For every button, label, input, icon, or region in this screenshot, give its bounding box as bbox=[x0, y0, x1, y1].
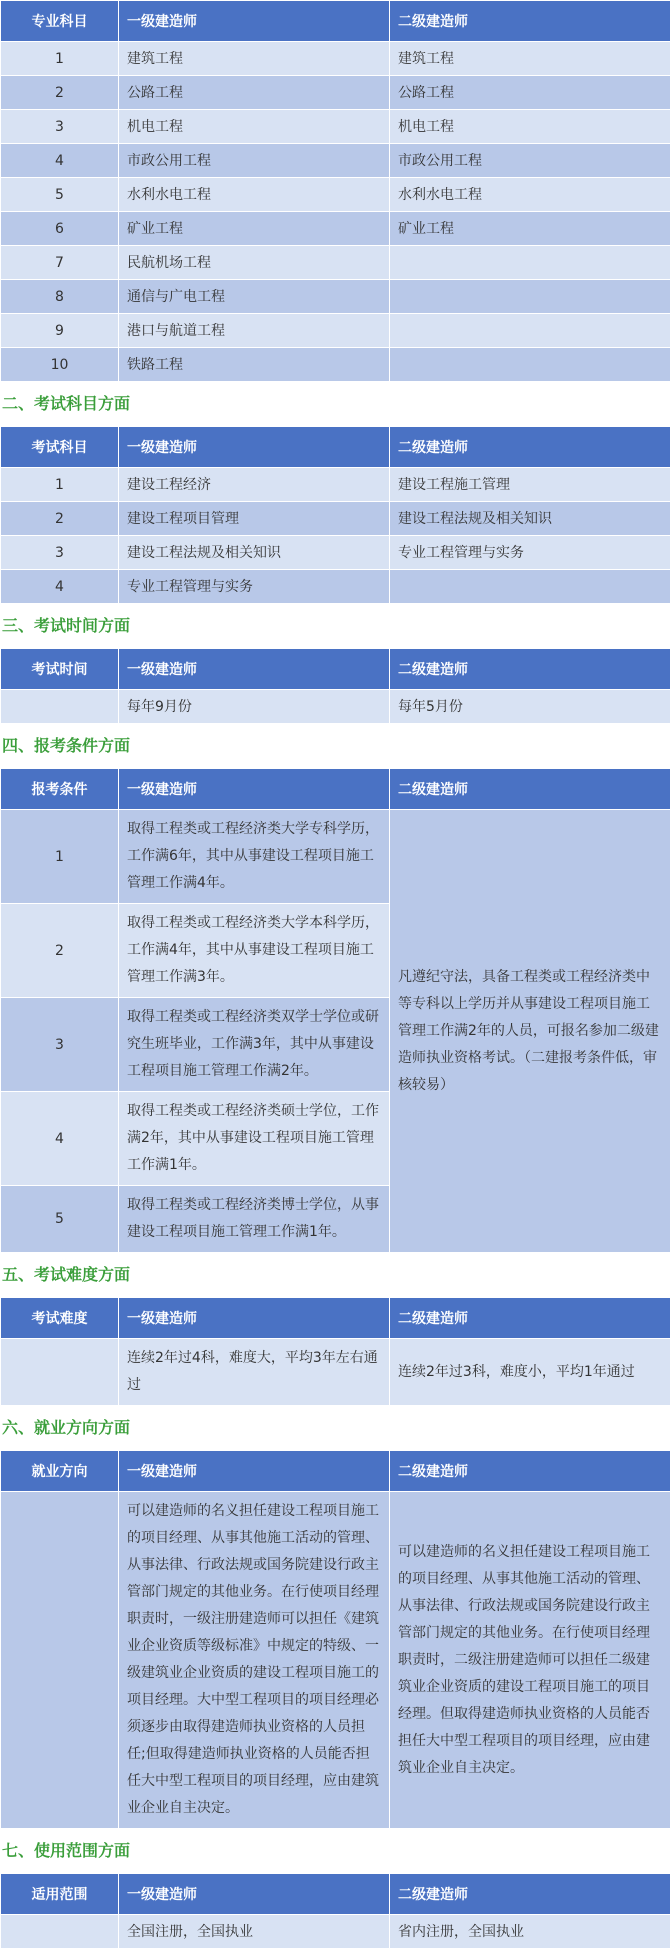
table-cell bbox=[390, 280, 671, 314]
section-heading: 三、考试时间方面 bbox=[2, 616, 131, 635]
row-number: 2 bbox=[1, 904, 119, 998]
section-heading: 二、考试科目方面 bbox=[2, 394, 131, 413]
header-cell: 一级建造师 bbox=[119, 1, 390, 42]
row-number: 4 bbox=[1, 570, 119, 604]
row-number: 2 bbox=[1, 502, 119, 536]
row-number bbox=[1, 1339, 119, 1406]
section-heading: 七、使用范围方面 bbox=[2, 1841, 131, 1860]
table-cell: 连续2年过3科，难度小，平均1年通过 bbox=[390, 1339, 671, 1406]
table-row bbox=[1, 348, 671, 382]
row-number: 9 bbox=[1, 314, 119, 348]
table-cell: 公路工程 bbox=[390, 76, 671, 110]
section-heading: 六、就业方向方面 bbox=[2, 1418, 131, 1437]
table-cell: 建筑工程 bbox=[119, 42, 390, 76]
career-table bbox=[0, 1450, 671, 1829]
row-number: 3 bbox=[1, 998, 119, 1092]
header-cell: 一级建造师 bbox=[119, 1451, 390, 1492]
row-number: 5 bbox=[1, 1186, 119, 1253]
header-cell: 一级建造师 bbox=[119, 427, 390, 468]
table-cell: 可以建造师的名义担任建设工程项目施工的项目经理、从事其他施工活动的管理、从事法律、行政法规或国务院建设行政主管部门规定的其他业务。在行使项目经理 职责时，二级注册建造师可以担任二级建筑业企业资质的建设工程项目施工的项目经理。但取得建造师执业资格的人员能否担任大中型工程项目的项目经理，应由建 筑业企业自主决定。 bbox=[390, 1492, 671, 1829]
row-number bbox=[1, 1915, 119, 1949]
table-header-row bbox=[1, 1, 671, 42]
row-number: 3 bbox=[1, 536, 119, 570]
table-cell: 铁路工程 bbox=[119, 348, 390, 382]
header-cell: 考试科目 bbox=[1, 427, 119, 468]
header-cell: 一级建造师 bbox=[119, 1298, 390, 1339]
row-number: 2 bbox=[1, 76, 119, 110]
header-cell: 就业方向 bbox=[1, 1451, 119, 1492]
table-cell bbox=[390, 348, 671, 382]
difficulty-table bbox=[0, 1297, 671, 1406]
table-row bbox=[1, 1915, 671, 1949]
header-cell: 二级建造师 bbox=[390, 649, 671, 690]
header-cell: 二级建造师 bbox=[390, 1451, 671, 1492]
row-number: 8 bbox=[1, 280, 119, 314]
header-cell: 二级建造师 bbox=[390, 1, 671, 42]
table-cell: 取得工程类或工程经济类大学专科学历，工作满6年，其中从事建设工程项目施工管理工作满4年。 bbox=[119, 810, 390, 904]
row-number: 4 bbox=[1, 1092, 119, 1186]
table-cell: 市政公用工程 bbox=[119, 144, 390, 178]
table-cell: 机电工程 bbox=[390, 110, 671, 144]
table-cell: 取得工程类或工程经济类博士学位，从事建设工程项目施工管理工作满1年。 bbox=[119, 1186, 390, 1253]
table-cell: 全国注册，全国执业 bbox=[119, 1915, 390, 1949]
table-cell: 取得工程类或工程经济类硕士学位，工作满2年，其中从事建设工程项目施工管理工作满1年。 bbox=[119, 1092, 390, 1186]
table-header-row bbox=[1, 1298, 671, 1339]
table-row bbox=[1, 212, 671, 246]
table-row bbox=[1, 570, 671, 604]
table-cell: 矿业工程 bbox=[119, 212, 390, 246]
second-level-requirement: 凡遵纪守法，具备工程类或工程经济类中等专科以上学历并从事建设工程项目施工管理工作满2年的人员，可报名参加二级建造师执业资格考试。（二建报考条件低，审核较易） bbox=[390, 810, 671, 1253]
table-cell: 市政公用工程 bbox=[390, 144, 671, 178]
table-cell: 专业工程管理与实务 bbox=[119, 570, 390, 604]
table-cell: 机电工程 bbox=[119, 110, 390, 144]
table-cell: 专业工程管理与实务 bbox=[390, 536, 671, 570]
table-cell: 每年5月份 bbox=[390, 690, 671, 724]
table-cell: 水利水电工程 bbox=[390, 178, 671, 212]
row-number: 5 bbox=[1, 178, 119, 212]
table-row bbox=[1, 280, 671, 314]
table-cell: 省内注册，全国执业 bbox=[390, 1915, 671, 1949]
table-row bbox=[1, 42, 671, 76]
header-cell: 一级建造师 bbox=[119, 649, 390, 690]
row-number: 10 bbox=[1, 348, 119, 382]
table-cell: 建设工程法规及相关知识 bbox=[119, 536, 390, 570]
subjects-table bbox=[0, 0, 671, 382]
row-number bbox=[1, 1492, 119, 1829]
table-cell bbox=[390, 246, 671, 280]
table-cell: 建设工程项目管理 bbox=[119, 502, 390, 536]
table-cell: 水利水电工程 bbox=[119, 178, 390, 212]
table-cell: 每年9月份 bbox=[119, 690, 390, 724]
table-cell: 建设工程经济 bbox=[119, 468, 390, 502]
row-number: 7 bbox=[1, 246, 119, 280]
row-number: 1 bbox=[1, 810, 119, 904]
table-row bbox=[1, 690, 671, 724]
row-number bbox=[1, 690, 119, 724]
table-cell: 建设工程施工管理 bbox=[390, 468, 671, 502]
table-row bbox=[1, 1339, 671, 1406]
table-cell: 建筑工程 bbox=[390, 42, 671, 76]
exam-subjects-table bbox=[0, 426, 671, 604]
header-cell: 考试时间 bbox=[1, 649, 119, 690]
table-row bbox=[1, 502, 671, 536]
table-row bbox=[1, 810, 671, 904]
header-cell: 报考条件 bbox=[1, 769, 119, 810]
table-cell bbox=[390, 314, 671, 348]
table-cell: 连续2年过4科，难度大，平均3年左右通过 bbox=[119, 1339, 390, 1406]
header-cell: 二级建造师 bbox=[390, 1874, 671, 1915]
table-row bbox=[1, 144, 671, 178]
header-cell: 二级建造师 bbox=[390, 427, 671, 468]
table-cell: 取得工程类或工程经济类双学士学位或研究生班毕业，工作满3年，其中从事建设工程项目施工管理工作满2年。 bbox=[119, 998, 390, 1092]
row-number: 1 bbox=[1, 42, 119, 76]
table-cell: 港口与航道工程 bbox=[119, 314, 390, 348]
eligibility-table bbox=[0, 768, 671, 1253]
table-cell: 通信与广电工程 bbox=[119, 280, 390, 314]
table-row bbox=[1, 1492, 671, 1829]
row-number: 4 bbox=[1, 144, 119, 178]
table-row bbox=[1, 76, 671, 110]
header-cell: 二级建造师 bbox=[390, 1298, 671, 1339]
table-cell: 可以建造师的名义担任建设工程项目施工的项目经理、从事其他施工活动的管理、从事法律、行政法规或国务院建设行政主管部门规定的其他业务。在行使项目经理 职责时，一级注册建造师可以担任《建筑业企业资质等级标准》中规定的特级、一级建筑业企业资质的建设工程项目施工的项目经理。大中型工程项目的项目经理必 须逐步由取得建造师执业资格的人员担任;但取得建造师执业资格的人员能否担任大中型工程项目的项目经理，应由建筑业企业自主决定。 bbox=[119, 1492, 390, 1829]
table-cell: 取得工程类或工程经济类大学本科学历，工作满4年，其中从事建设工程项目施工管理工作满3年。 bbox=[119, 904, 390, 998]
table-row bbox=[1, 178, 671, 212]
table-row bbox=[1, 246, 671, 280]
header-cell: 一级建造师 bbox=[119, 769, 390, 810]
table-header-row bbox=[1, 1451, 671, 1492]
table-row bbox=[1, 110, 671, 144]
table-header-row bbox=[1, 1874, 671, 1915]
row-number: 1 bbox=[1, 468, 119, 502]
section-heading: 五、考试难度方面 bbox=[2, 1265, 131, 1284]
table-header-row bbox=[1, 427, 671, 468]
table-header-row bbox=[1, 769, 671, 810]
table-cell: 矿业工程 bbox=[390, 212, 671, 246]
header-cell: 考试难度 bbox=[1, 1298, 119, 1339]
header-cell: 适用范围 bbox=[1, 1874, 119, 1915]
table-header-row bbox=[1, 649, 671, 690]
table-cell: 民航机场工程 bbox=[119, 246, 390, 280]
table-cell bbox=[390, 570, 671, 604]
scope-table bbox=[0, 1873, 671, 1949]
table-row bbox=[1, 314, 671, 348]
table-row bbox=[1, 536, 671, 570]
header-cell: 专业科目 bbox=[1, 1, 119, 42]
table-cell: 公路工程 bbox=[119, 76, 390, 110]
header-cell: 二级建造师 bbox=[390, 769, 671, 810]
header-cell: 一级建造师 bbox=[119, 1874, 390, 1915]
row-number: 6 bbox=[1, 212, 119, 246]
table-cell: 建设工程法规及相关知识 bbox=[390, 502, 671, 536]
exam-time-table bbox=[0, 648, 671, 724]
row-number: 3 bbox=[1, 110, 119, 144]
section-heading: 四、报考条件方面 bbox=[2, 736, 131, 755]
table-row bbox=[1, 468, 671, 502]
